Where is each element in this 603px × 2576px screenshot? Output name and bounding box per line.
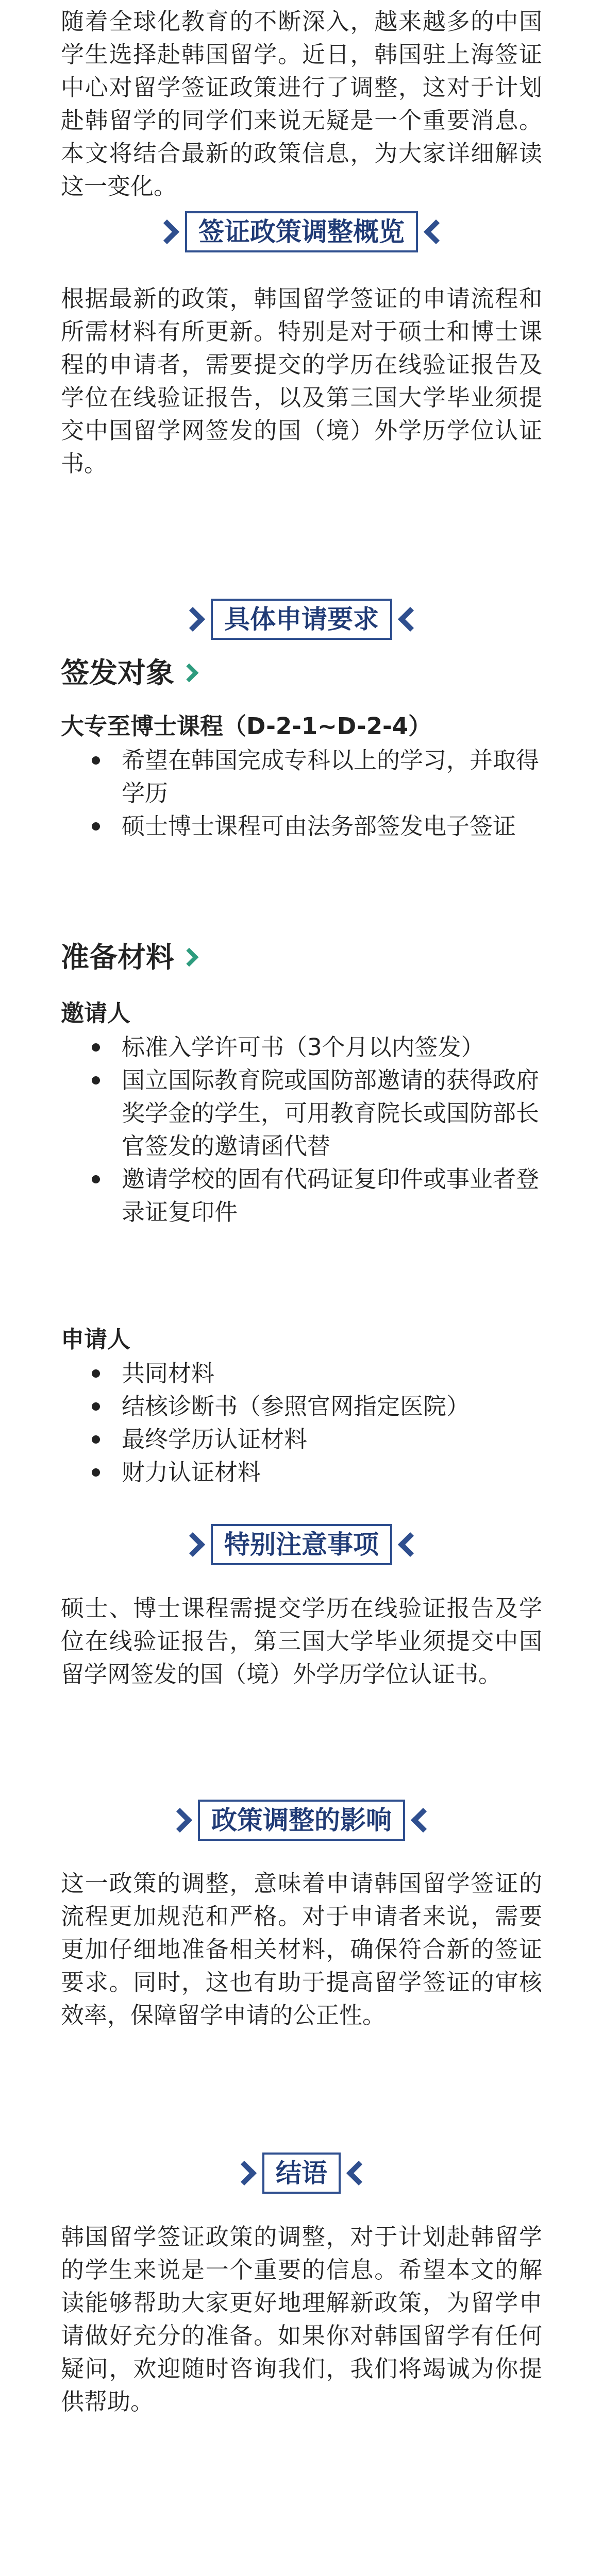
subheading-target: 签发对象	[61, 654, 196, 691]
target-list	[61, 744, 542, 843]
subheading-materials: 准备材料	[61, 939, 196, 976]
chevron-left-icon	[346, 2161, 371, 2185]
inviter-label: 邀请人	[61, 999, 131, 1027]
chevron-right-icon	[180, 948, 199, 967]
conclusion-paragraph: 韩国留学签证政策的调整，对于计划赴韩留学的学生来说是一个重要的信息。希望本文的解读能够帮助大家更好地理解新政策，为留学申请做好充分的准备。如果你对韩国留学有任何疑问，欢迎随时咨询我们，我们将竭诚为你提供帮助。	[61, 2223, 542, 2415]
notice-paragraph: 硕士、博士课程需提交学历在线验证报告及学位在线验证报告，第三国大学毕业须提交中国留学网签发的国（境）外学历学位认证书。	[61, 1595, 542, 1688]
list-item: 最终学历认证材料	[122, 1423, 542, 1456]
chevron-right-icon	[155, 219, 179, 244]
section-title: 政策调整的影响	[198, 1800, 405, 1841]
list-item: 结核诊断书（参照官网指定医院）	[122, 1390, 542, 1423]
list-item: 硕士博士课程可由法务部签发电子签证	[122, 810, 542, 843]
chevron-right-icon	[180, 1532, 205, 1557]
list-item: 财力认证材料	[122, 1456, 542, 1489]
chevron-left-icon	[424, 219, 448, 244]
applicant-label: 申请人	[61, 1326, 131, 1353]
section-title: 具体申请要求	[211, 599, 392, 640]
list-item: 标准入学许可书（3个月以内签发）	[122, 1031, 542, 1064]
overview-paragraph: 根据最新的政策，韩国留学签证的申请流程和所需材料有所更新。特别是对于硕士和博士课程的申请者，需要提交的学历在线验证报告及学位在线验证报告，以及第三国大学毕业须提交中国留学网签发的国（境）外学历学位认证书。	[61, 285, 542, 477]
section-title: 签证政策调整概览	[185, 211, 418, 252]
chevron-left-icon	[398, 1532, 423, 1557]
impact-paragraph: 这一政策的调整，意味着申请韩国留学签证的流程更加规范和严格。对于申请者来说，需要更加仔细地准备相关材料，确保符合新的签证要求。同时，这也有助于提高留学签证的审核效率，保障留学申请的公正性。	[61, 1870, 542, 2029]
section-heading-overview	[0, 211, 603, 252]
list-item: 共同材料	[122, 1357, 542, 1390]
section-heading-requirements	[0, 599, 603, 640]
section-title: 特别注意事项	[211, 1524, 392, 1565]
section-heading-impact	[0, 1800, 603, 1841]
target-label: 大专至博士课程（D-2-1~D-2-4）	[61, 713, 432, 740]
intro-paragraph: 随着全球化教育的不断深入，越来越多的中国学生选择赴韩国留学。近日，韩国驻上海签证中心对留学签证政策进行了调整，这对于计划赴韩留学的同学们来说无疑是一个重要消息。本文将结合最新的政策信息，为大家详细解读这一变化。	[61, 8, 542, 200]
chevron-right-icon	[180, 607, 205, 632]
applicant-list	[61, 1357, 542, 1489]
section-heading-conclusion	[0, 2153, 603, 2194]
chevron-left-icon	[411, 1808, 435, 1833]
chevron-right-icon	[180, 664, 199, 683]
chevron-left-icon	[398, 607, 423, 632]
list-item: 国立国际教育院或国防部邀请的获得政府奖学金的学生，可用教育院长或国防部长官签发的邀请函代替	[122, 1064, 542, 1163]
section-title: 结语	[262, 2153, 341, 2194]
inviter-list	[61, 1031, 542, 1229]
list-item: 邀请学校的固有代码证复印件或事业者登录证复印件	[122, 1163, 542, 1229]
chevron-right-icon	[232, 2161, 257, 2185]
list-item: 希望在韩国完成专科以上的学习，并取得学历	[122, 744, 542, 810]
section-heading-notice	[0, 1524, 603, 1565]
chevron-right-icon	[167, 1808, 192, 1833]
